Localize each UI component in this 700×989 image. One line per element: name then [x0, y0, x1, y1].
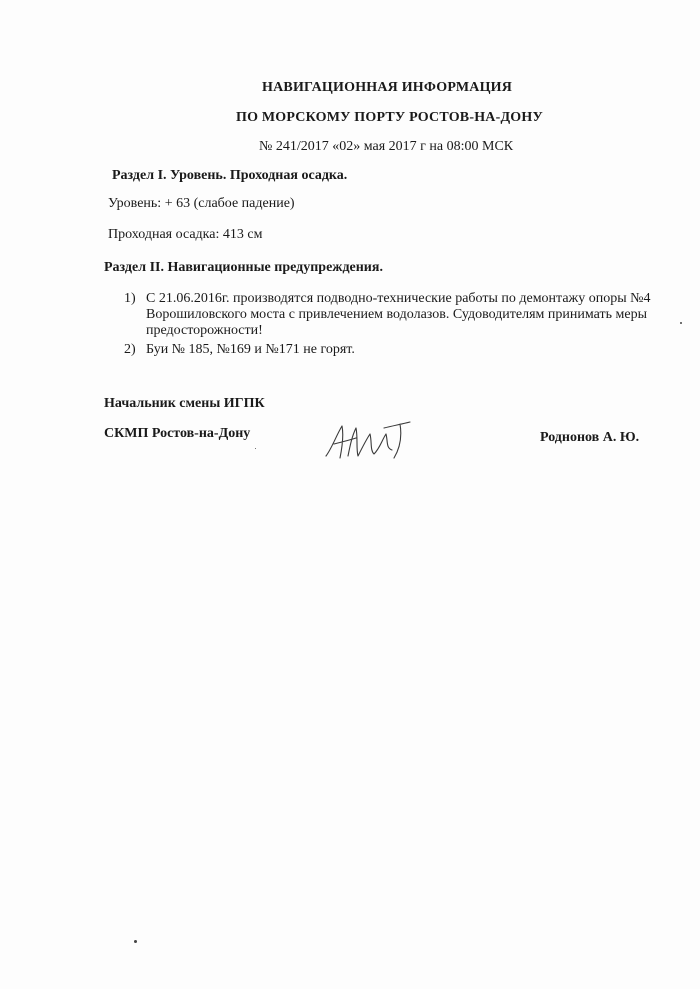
list-item-number: 1) — [124, 291, 136, 306]
scan-speck — [680, 322, 682, 324]
signatory-position-line-2: СКМП Ростов-на-Дону — [104, 426, 251, 441]
document-number-date: № 241/2017 «02» мая 2017 г на 08:00 МСК — [259, 139, 514, 154]
water-level-line: Уровень: + 63 (слабое падение) — [108, 196, 295, 211]
draft-depth-line: Проходная осадка: 413 см — [108, 227, 263, 242]
list-item-text: Буи № 185, №169 и №171 не горят. — [146, 342, 355, 357]
document-title-line-2: ПО МОРСКОМУ ПОРТУ РОСТОВ-НА-ДОНУ — [236, 110, 543, 125]
scan-speck — [134, 940, 137, 943]
section-2-heading: Раздел II. Навигационные предупреждения. — [104, 260, 383, 275]
handwritten-signature — [322, 418, 414, 462]
list-item — [120, 342, 660, 358]
warnings-list — [120, 291, 660, 361]
signatory-name: Роднонов А. Ю. — [540, 430, 640, 445]
list-item-number: 2) — [124, 342, 136, 357]
list-item-text: С 21.06.2016г. производятся подводно-технические работы по демонтажу опоры №4 Ворошиловского моста с привлечением водолазов. Судоводителям принимать меры предосторожности! — [146, 291, 651, 338]
signatory-position-line-1: Начальник смены ИГПК — [104, 396, 265, 411]
list-item — [120, 291, 660, 339]
scan-speck — [255, 448, 256, 449]
section-1-heading: Раздел I. Уровень. Проходная осадка. — [112, 168, 348, 183]
document-title-line-1: НАВИГАЦИОННАЯ ИНФОРМАЦИЯ — [262, 80, 513, 95]
